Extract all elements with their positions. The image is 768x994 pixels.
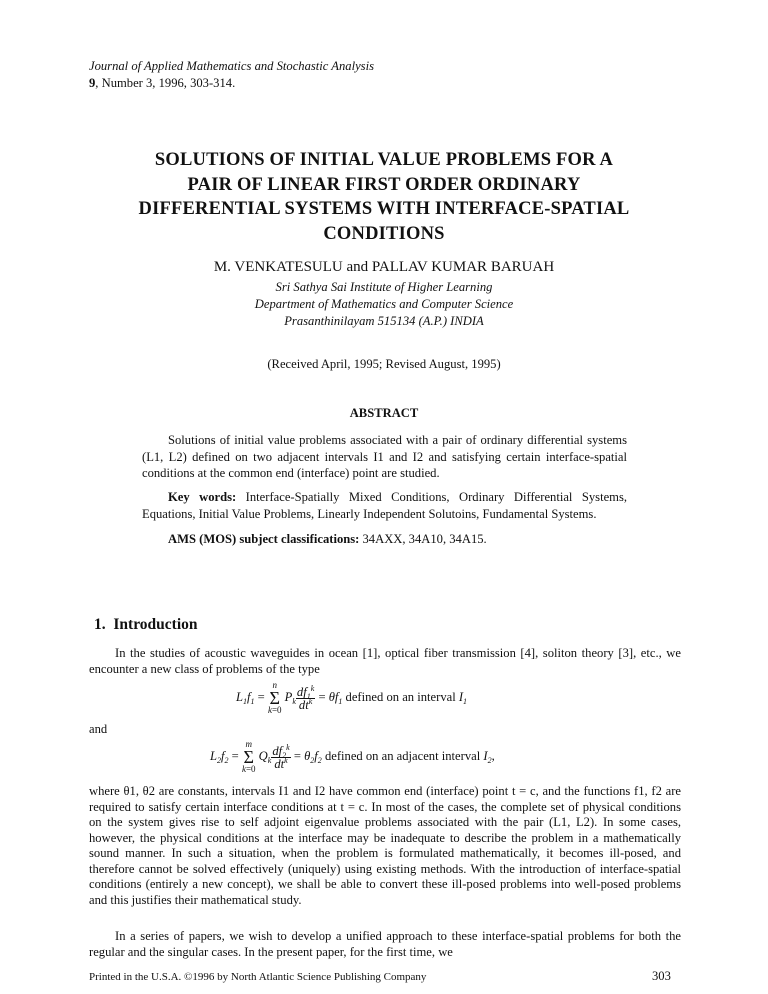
section-title: Introduction	[113, 616, 198, 633]
section-heading	[94, 616, 198, 634]
affiliation-line: Department of Mathematics and Computer Science	[254, 297, 514, 311]
journal-issue: , Number 3, 1996, 303-314.	[95, 76, 236, 90]
keywords	[142, 489, 627, 522]
title-line: SOLUTIONS OF INITIAL VALUE PROBLEMS FOR A	[154, 150, 614, 170]
keywords-text: Interface-Spatially Mixed Conditions, Ordinary Differential Systems, Equations, Initial Value Problems, Linearly Independent Solutoins, Fundamental Systems.	[142, 490, 627, 521]
ams-label: AMS (MOS) subject classifications:	[168, 531, 360, 546]
abstract-heading: ABSTRACT	[349, 406, 419, 420]
printed-notice: Printed in the U.S.A. ©1996 by North Atlantic Science Publishing Company	[89, 971, 427, 983]
equation-2-text: defined on an adjacent interval	[324, 748, 481, 763]
title-line: PAIR OF LINEAR FIRST ORDER ORDINARY	[187, 174, 581, 195]
equation-1: $L_1f_1$ = n Σ k=0 $P_k$ $\frac{df_1^k}{dt^k}$ = $\theta f_1$ defined on an interval $I_1$	[236, 680, 468, 715]
affiliation-line: Prasanthinilayam 515134 (A.P.) INDIA	[284, 314, 484, 328]
title-line: CONDITIONS	[323, 223, 445, 244]
affiliation-line: Sri Sathya Sai Institute of Higher Learning	[275, 280, 493, 294]
authors: M. VENKATESULU and PALLAV KUMAR BARUAH	[213, 259, 555, 275]
ams-classification	[142, 531, 627, 548]
received-dates: (Received April, 1995; Revised August, 1995)	[267, 357, 501, 371]
intro-paragraph-2: where θ1, θ2 are constants, intervals I1 and I2 have common end (interface) point t = c, and the functions f1, f2 are required to satisfy certain interface conditions at t = c. In most of the cases, the complete set of physical conditions on the system gives rise to self adjoint eigenvalue problems associated with the pair (L1, L2). In some cases, however, the physical conditions at the interface may be inadequate to describe the problem in a mathematically sound manner. In such a situation, when the problem is formulated mathematically, it becomes ill-posed, and therefore cannot be solved effectively (uniquely) using existing methods. With the introduction of interface-spatial conditions (entirely a new concept), we shall be able to convert these ill-posed problems into well-posed problems and this justifies their mathematical study.	[89, 784, 681, 907]
journal-header	[89, 58, 374, 92]
page-number: 303	[652, 969, 671, 983]
equation-1-text: defined on an interval	[345, 689, 456, 704]
journal-name: Journal of Applied Mathematics and Stochastic Analysis	[89, 59, 374, 73]
abstract-text: Solutions of initial value problems associated with a pair of ordinary differential systems (L1, L2) defined on two adjacent intervals I1 and I2 and satisfying certain interface-spatial conditions at the common end (interface) point are studied.	[142, 433, 627, 481]
abstract	[142, 432, 627, 547]
ams-codes: 34AXX, 34A10, 34A15.	[362, 531, 487, 546]
affiliation	[84, 279, 684, 330]
intro-paragraph-3: In a series of papers, we wish to develop a unified approach to these interface-spatial problems for both the regular and the singular cases. In the present paper, for the first time, we	[89, 929, 681, 959]
title-line: DIFFERENTIAL SYSTEMS WITH INTERFACE-SPATIAL	[138, 199, 630, 219]
paper-title	[100, 148, 668, 246]
section-number: 1.	[94, 616, 106, 633]
and-word: and	[89, 722, 108, 736]
equation-2: $L_2f_2$ = m Σ k=0 $Q_k$ $\frac{df_2^k}{dt^k}$ = $\theta_2f_2$ defined on an adjacent interval $I_2$,	[210, 739, 495, 774]
intro-paragraph-1: In the studies of acoustic waveguides in ocean [1], optical fiber transmission [4], soliton theory [3], etc., we encounter a new class of problems of the type	[89, 646, 681, 676]
keywords-label: Key words:	[168, 490, 237, 505]
journal-volume: 9	[89, 76, 96, 90]
